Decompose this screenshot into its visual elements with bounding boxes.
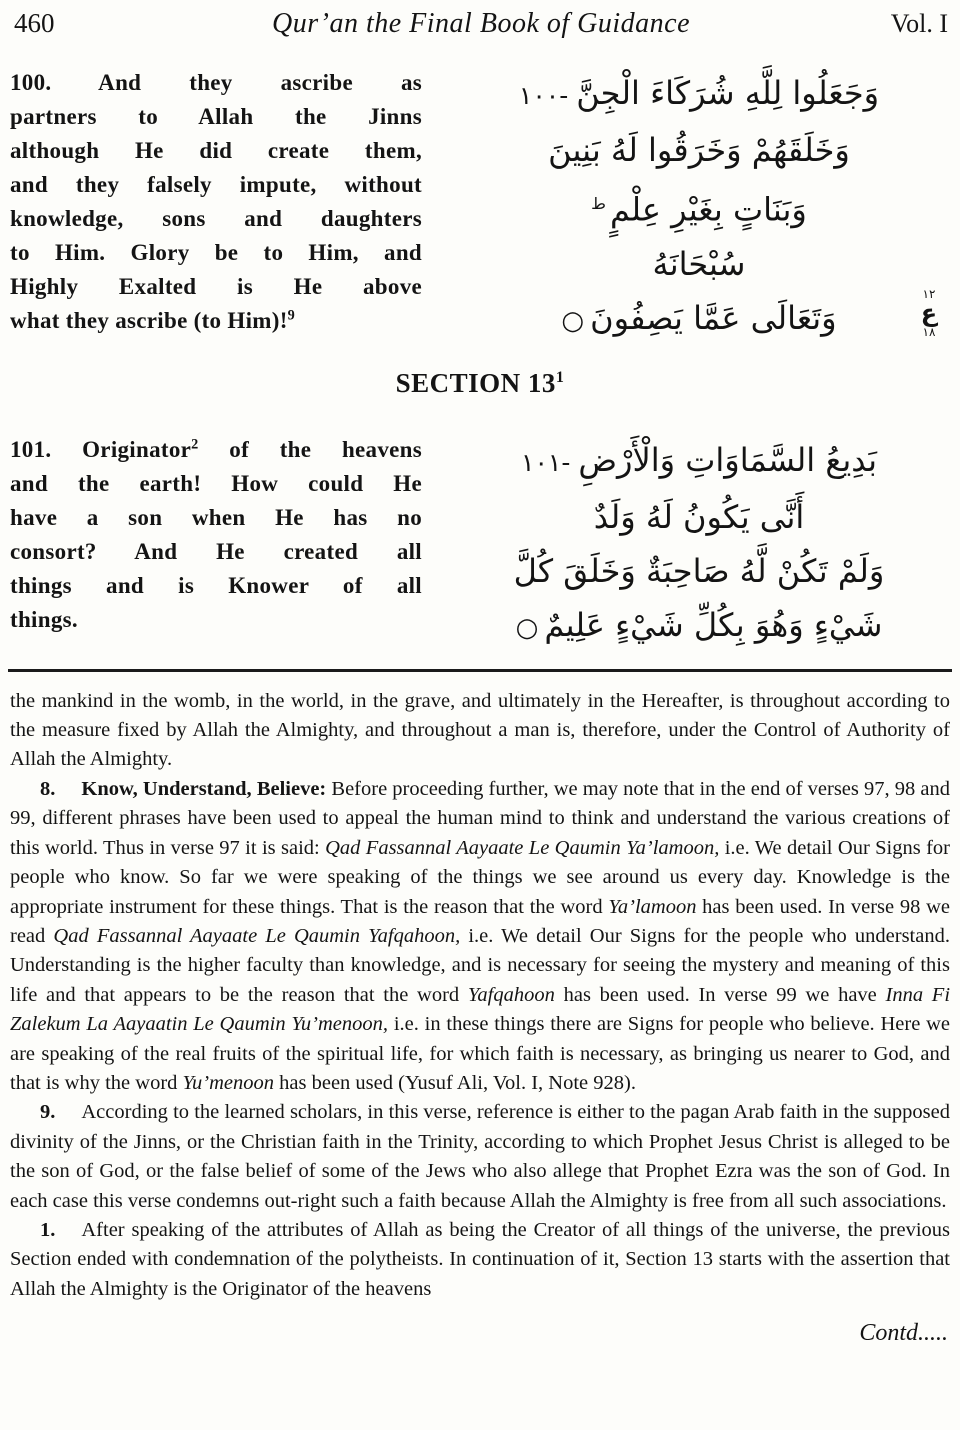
section-heading xyxy=(0,368,960,399)
text-segment: Yu’menoon xyxy=(182,1071,275,1094)
verse-100-arabic xyxy=(422,66,950,348)
verse-100-english xyxy=(10,66,422,348)
verse-english-line xyxy=(10,134,422,168)
end-of-verse-icon: ○ xyxy=(515,612,539,643)
text-segment: According to the learned scholars, in this verse, reference is either to the pagan Arab faith in the supposed divinity of the Jinns, or the Christian faith in the Trinity, according to which Prophet Jesus Christ is alleged to be the son of God, or the false belief of some of the Jews who also allege that Prophet Ezra was the son of God. In each case this verse condemns out-right such a faith because Allah the Almighty is free from all such associations. xyxy=(10,1101,950,1212)
text-segment: to Him. Glory be to Him, and xyxy=(10,240,422,265)
verse-english-line xyxy=(10,467,422,501)
text-segment: partners to Allah the Jinns xyxy=(10,104,422,129)
volume-label: Vol. I xyxy=(890,9,948,38)
text-segment: 100. And they ascribe as xyxy=(10,70,422,95)
footnote-paragraph xyxy=(10,687,950,775)
footnote-paragraph xyxy=(10,1216,950,1304)
text-segment: 8. xyxy=(40,777,56,800)
verse-english-line xyxy=(10,270,422,304)
text-segment: i.e. We detail Our Signs for people who know. So far we were speaking of the things we see around us every day. Knowledge is the appropriate instrument for these things. That is the reason that the word xyxy=(10,836,951,918)
arabic-text: وَبَنَاتٍ بِغَيْرِ عِلْمٍ xyxy=(609,190,807,229)
verse-english-line xyxy=(10,433,422,467)
verse-english-line xyxy=(10,202,422,236)
arabic-verse-number: ١٠٠- xyxy=(518,81,569,110)
book-title: Qur’an the Final Book of Guidance xyxy=(271,8,690,39)
verse-arabic-line xyxy=(448,237,950,291)
verse-arabic-line xyxy=(448,123,950,177)
verse-100-row xyxy=(0,66,960,348)
ruku-number-bottom: ١٨ xyxy=(922,324,936,339)
text-segment: although He did create them, xyxy=(10,138,422,163)
text-segment: 101. Originator xyxy=(10,436,192,462)
contd-label: Contd..... xyxy=(859,1320,948,1347)
text-segment: of the heavens xyxy=(198,436,422,462)
text-segment: Highly Exalted is He above xyxy=(10,274,422,299)
verse-english-line xyxy=(10,236,422,270)
verse-english-line xyxy=(10,501,422,535)
verse-arabic-line xyxy=(448,598,950,655)
verse-101-arabic xyxy=(422,433,950,655)
arabic-text: وَجَعَلُوا لِلَّهِ شُرَكَاءَ الْجِنَّ xyxy=(576,74,880,112)
arabic-verse-number: ١٠١- xyxy=(521,447,571,477)
footnote-paragraph xyxy=(10,1098,950,1216)
verse-english-line xyxy=(10,569,422,603)
page-header xyxy=(0,0,960,40)
verse-arabic-line xyxy=(448,490,950,544)
text-segment: 9 xyxy=(287,307,296,324)
text-segment: i.e. in these things there are Signs for people who believe. Here we are speaking of the real fruits of the spiritual life, for which faith is necessary, as bringing us nearer to God, and that is why the word xyxy=(10,1013,950,1094)
verse-english-line xyxy=(10,100,422,134)
text-segment: has been used. In verse 98 we read xyxy=(10,895,950,947)
verse-arabic-line xyxy=(448,291,950,348)
text-segment: Know, Understand, Believe: xyxy=(81,777,327,800)
verse-arabic-line xyxy=(448,544,950,598)
text-segment: Inna Fi Zalekum La Aayaatin Le Qaumin Yu’menoon, xyxy=(10,983,951,1036)
verse-arabic-line xyxy=(448,66,950,123)
text-segment: Qad Fassannal Aayaate Le Qaumin Yafqahoon, xyxy=(53,924,461,947)
text-segment: and the earth! How could He xyxy=(10,470,422,496)
arabic-text: بَدِيعُ السَّمَاوَاتِ وَالْأَرْضِ xyxy=(578,440,877,479)
text-segment: has been used (Yusuf Ali, Vol. I, Note 928). xyxy=(274,1071,636,1094)
arabic-text: وَتَعَالَى عَمَّا يَصِفُونَ xyxy=(590,298,837,337)
text-segment: Before proceeding further, we may note that in the end of verses 97, 98 and 99, different phrases have been used to appeal the human mind to think and understand the various creations of this world. Thus in verse 97 it is said: xyxy=(10,777,950,859)
arabic-text: سُبْحَانَهُ xyxy=(652,244,746,283)
text-segment: 2 xyxy=(191,436,199,452)
page-number: 460 xyxy=(14,8,55,38)
arabic-text: شَيْءٍ وَهُوَ بِكُلِّ شَيْءٍ عَلِيمٌ xyxy=(544,605,883,644)
ruku-marker xyxy=(914,288,944,338)
text-segment: knowledge, sons and daughters xyxy=(10,206,422,231)
ruku-ain-icon: ع xyxy=(920,298,938,327)
text-segment: consort? And He created all xyxy=(10,538,422,564)
arabic-text: وَلَمْ تَكُنْ لَّهُ صَاحِبَةٌ وَخَلَقَ كُلَّ xyxy=(513,551,885,590)
text-segment: Yafqahoon xyxy=(467,983,555,1006)
verse-101-english xyxy=(10,433,422,655)
arabic-text: وَخَلَقَهُمْ وَخَرَقُوا لَهُ بَنِينَ xyxy=(548,131,850,169)
verse-english-line xyxy=(10,304,422,338)
verse-english-line xyxy=(10,66,422,100)
footnotes xyxy=(0,672,960,1305)
arabic-text: أَنَّى يَكُونُ لَهُ وَلَدٌ xyxy=(593,497,805,536)
text-segment: has been used. In verse 99 we have xyxy=(554,983,886,1006)
text-segment: and they falsely impute, without xyxy=(10,172,422,197)
footnote-paragraph xyxy=(10,775,950,1098)
text-segment: i.e. We detail Our Signs for the people who understand. Understanding is the higher faculty than knowledge, and is necessary for seeing the mystery and meaning of this life and that appears to be the reason that the word xyxy=(10,924,950,1006)
verse-english-line xyxy=(10,168,422,202)
text-segment: Qad Fassannal Aayaate Le Qaumin Ya’lamoon, xyxy=(325,836,720,859)
verse-english-line xyxy=(10,535,422,569)
waqf-mark: ط xyxy=(591,194,606,213)
text-segment: the mankind in the womb, in the world, in the grave, and ultimately in the Hereafter, is throughout according to the measure fixed by Allah the Almighty, and throughout a man is, therefore, under the Control of Authority of Allah the Almighty. xyxy=(10,689,950,771)
ruku-number-top: ١٢ xyxy=(922,287,936,301)
text-segment: Ya’lamoon xyxy=(608,895,697,918)
text-segment: 1. xyxy=(40,1218,56,1241)
text-segment: have a son when He has no xyxy=(10,504,422,530)
verse-english-line xyxy=(10,603,422,637)
section-label: SECTION 13 xyxy=(395,367,556,398)
text-segment: things and is Knower of all xyxy=(10,572,422,598)
text-segment: things. xyxy=(10,606,78,632)
verse-101-row xyxy=(0,433,960,655)
end-of-verse-icon: ○ xyxy=(561,305,585,336)
section-footnote-ref: 1 xyxy=(555,368,565,386)
text-segment: 9. xyxy=(40,1101,56,1124)
verse-arabic-line xyxy=(448,177,950,237)
text-segment: After speaking of the attributes of Allah as being the Creator of all things of the universe, the previous Section ended with condemnation of the polytheists. In continuation of it, Section 13 starts with the assertion that Allah the Almighty is the Originator of the heavens xyxy=(10,1218,950,1300)
verse-arabic-line xyxy=(448,433,950,490)
text-segment: what they ascribe (to Him)! xyxy=(10,308,288,333)
